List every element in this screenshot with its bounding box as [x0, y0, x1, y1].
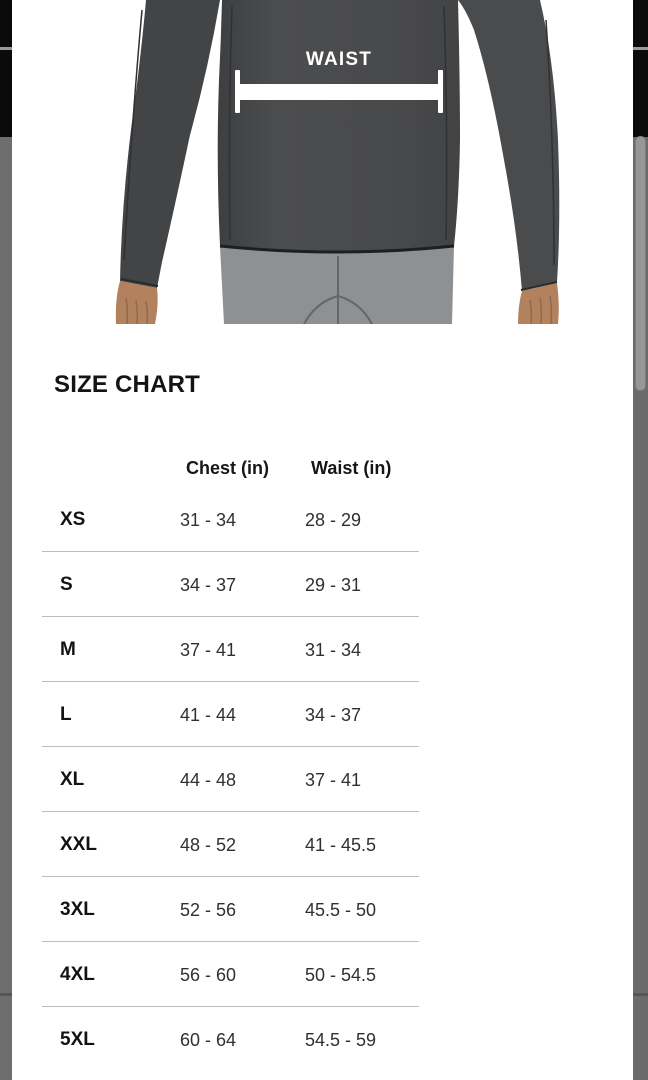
size-label: XXL [60, 834, 97, 855]
waist-value: 31 - 34 [305, 640, 362, 660]
chest-value: 52 - 56 [180, 900, 237, 920]
scrollbar-thumb[interactable] [635, 136, 646, 391]
waist-value: 41 - 45.5 [305, 835, 377, 855]
row-divider [42, 681, 419, 682]
backdrop-left-lower-divider [0, 993, 12, 996]
backdrop-left-divider [0, 47, 12, 50]
waist-measurement-label: WAIST [305, 49, 373, 70]
backdrop-right-divider [633, 47, 648, 50]
table-row-xl [0, 767, 648, 793]
chest-value: 44 - 48 [180, 770, 237, 790]
chest-value: 37 - 41 [180, 640, 237, 660]
chest-value: 48 - 52 [180, 835, 237, 855]
size-label: L [60, 704, 72, 725]
size-label: M [60, 639, 76, 660]
waist-value: 45.5 - 50 [305, 900, 377, 920]
row-divider [42, 746, 419, 747]
chest-value: 31 - 34 [180, 510, 237, 530]
chest-value: 34 - 37 [180, 575, 237, 595]
waist-value: 54.5 - 59 [305, 1030, 377, 1050]
backdrop-right[interactable] [633, 0, 648, 1080]
table-row-xxl [0, 832, 648, 858]
waist-value: 37 - 41 [305, 770, 362, 790]
row-divider [42, 1006, 419, 1007]
chest-column-header: Chest (in) [186, 458, 269, 478]
backdrop-right-lower-divider [633, 993, 648, 996]
chest-value: 56 - 60 [180, 965, 237, 985]
table-row-3xl [0, 897, 648, 923]
row-divider [42, 941, 419, 942]
chest-value: 60 - 64 [180, 1030, 237, 1050]
table-row-4xl [0, 962, 648, 988]
table-row-l [0, 702, 648, 728]
chest-value: 41 - 44 [180, 705, 237, 725]
size-label: 3XL [60, 899, 95, 920]
left-sleeve [120, 0, 220, 288]
table-row-xs [0, 507, 648, 533]
right-sleeve [458, 0, 559, 291]
product-measurement-image [102, 0, 570, 324]
waist-value: 29 - 31 [305, 575, 362, 595]
row-divider [42, 616, 419, 617]
row-divider [42, 811, 419, 812]
waist-column-header: Waist (in) [311, 458, 392, 478]
waist-value: 28 - 29 [305, 510, 362, 530]
waist-value: 50 - 54.5 [305, 965, 377, 985]
table-row-s [0, 572, 648, 598]
size-label: XS [60, 509, 86, 530]
row-divider [42, 551, 419, 552]
backdrop-right-dark-area [633, 0, 648, 137]
shirt-torso [218, 0, 460, 252]
size-label: 4XL [60, 964, 95, 985]
waist-value: 34 - 37 [305, 705, 362, 725]
size-label: 5XL [60, 1029, 95, 1050]
backdrop-left-dark-area [0, 0, 12, 137]
row-divider [42, 876, 419, 877]
size-chart-title: SIZE CHART [54, 371, 200, 398]
table-row-m [0, 637, 648, 663]
table-row-5xl [0, 1027, 648, 1053]
size-label: XL [60, 769, 85, 790]
size-label: S [60, 574, 73, 595]
